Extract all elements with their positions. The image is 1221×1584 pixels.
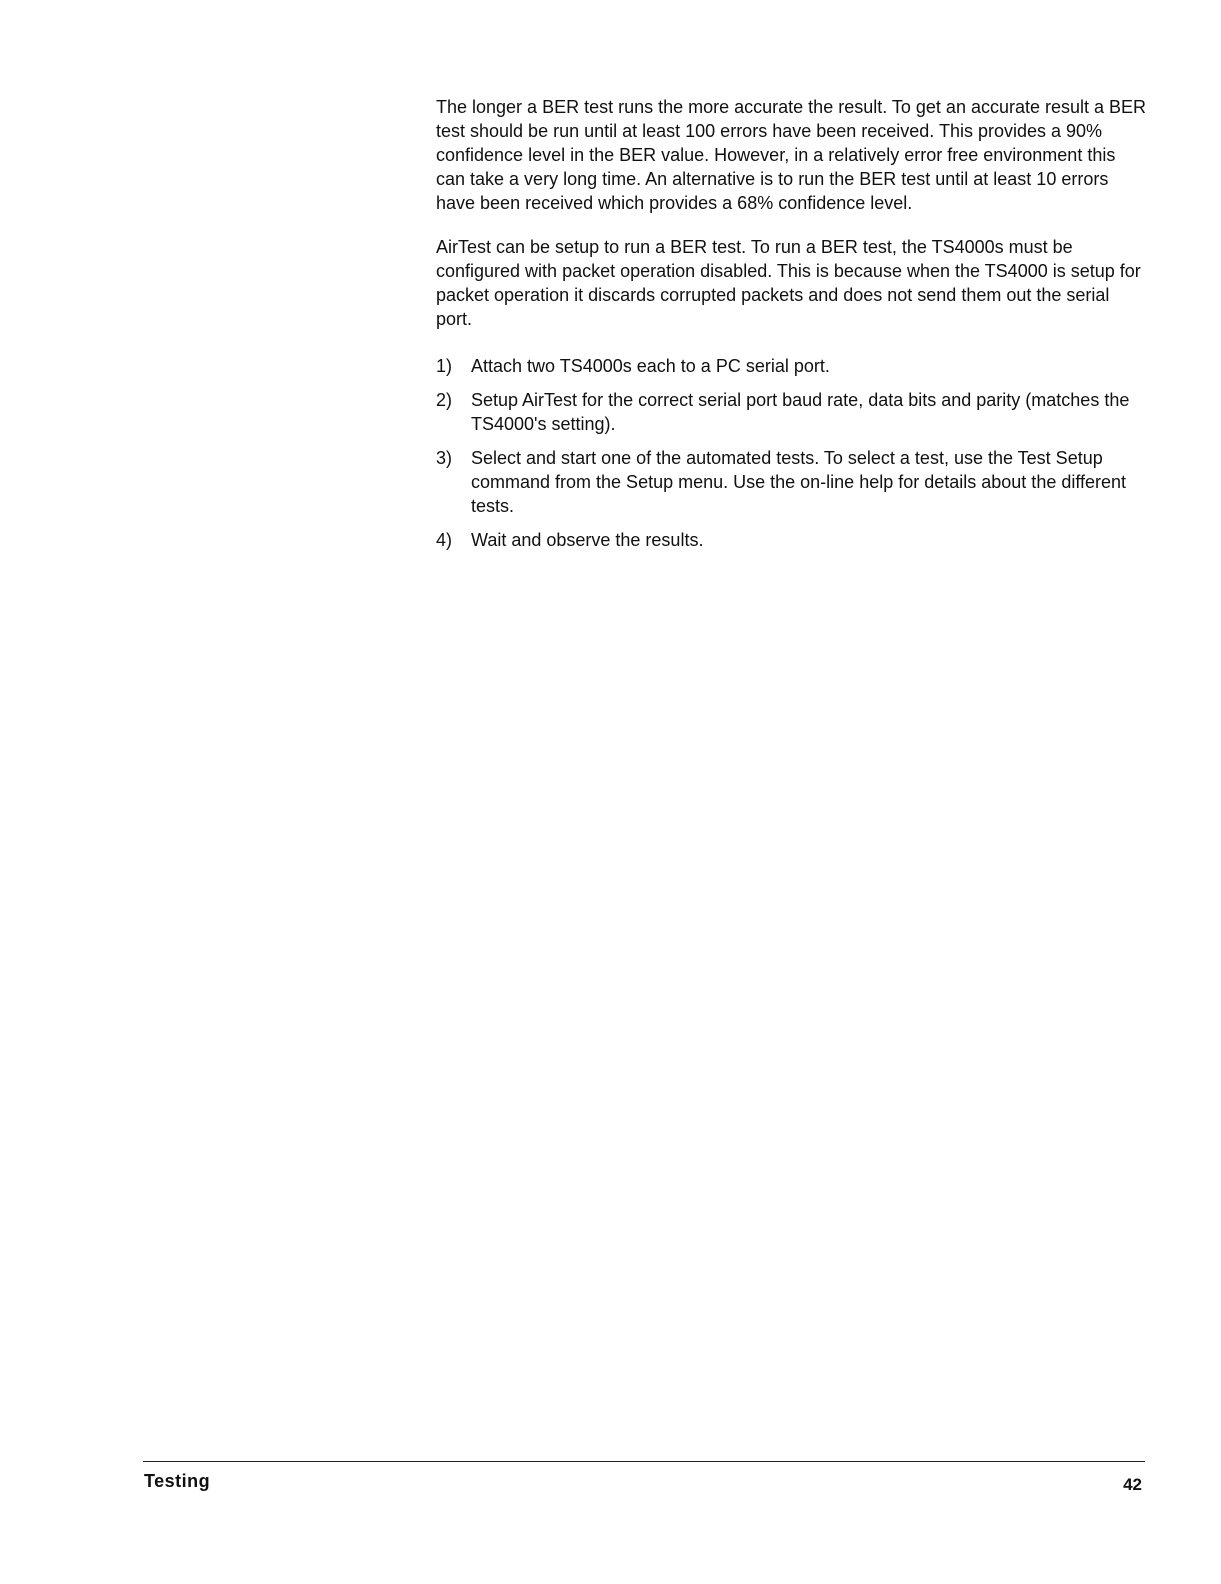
page-body <box>436 95 1148 562</box>
footer-section-title: Testing <box>144 1471 211 1491</box>
paragraph-ber-accuracy: The longer a BER test runs the more accurate the result. To get an accurate result a BER test should be run until at least 100 errors have been received. This provides a 90% confidence level in the BER value. However, in a relatively error free environment this can take a very long time. An alternative is to run the BER test until at least 10 errors have been received which provides a 68% confidence level. <box>436 97 1147 213</box>
step-number: 2) <box>436 390 453 410</box>
step-number: 1) <box>436 356 453 376</box>
list-item <box>436 388 1148 436</box>
step-text: Wait and observe the results. <box>471 530 704 550</box>
list-item <box>436 446 1148 518</box>
step-number: 4) <box>436 530 453 550</box>
step-text: Select and start one of the automated tests. To select a test, use the Test Setup command from the Setup menu. Use the on-line help for details about the different tests. <box>471 448 1127 516</box>
step-text: Setup AirTest for the correct serial port baud rate, data bits and parity (matches the TS4000's setting). <box>471 390 1130 434</box>
page-number: 42 <box>1123 1475 1142 1494</box>
footer-divider <box>143 1461 1145 1462</box>
list-item <box>436 528 1148 552</box>
step-number: 3) <box>436 448 453 468</box>
list-item <box>436 354 1148 378</box>
procedure-steps <box>436 354 1148 552</box>
step-text: Attach two TS4000s each to a PC serial port. <box>471 356 830 376</box>
paragraph-airtest-setup: AirTest can be setup to run a BER test. To run a BER test, the TS4000s must be configured with packet operation disabled. This is because when the TS4000 is setup for packet operation it discards corrupted packets and does not send them out the serial port. <box>436 237 1141 329</box>
